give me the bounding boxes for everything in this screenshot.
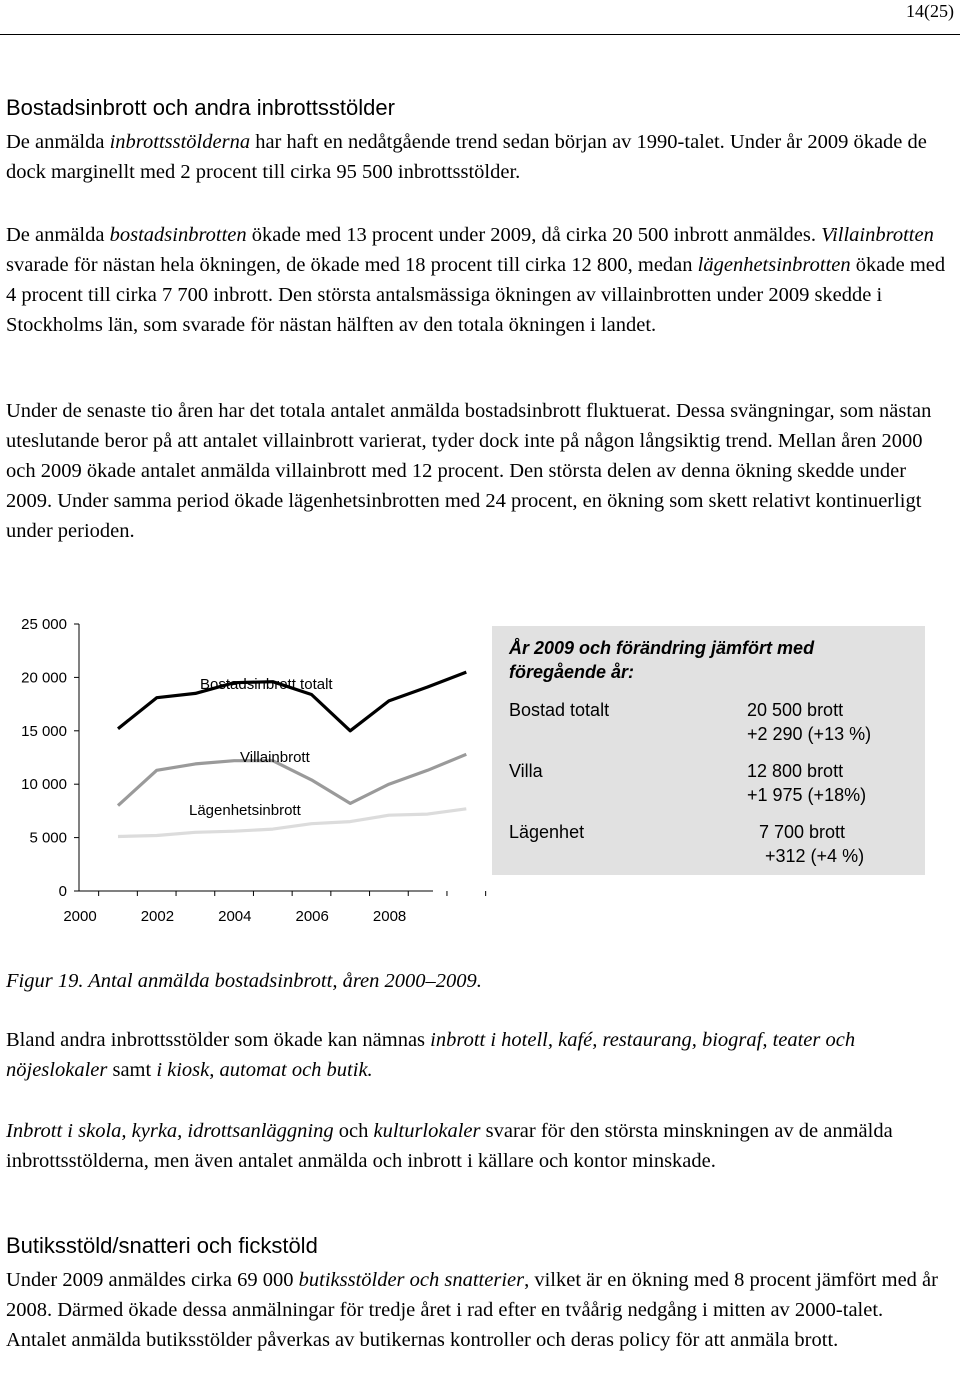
series-label-bostadsinbrott-totalt: Bostadsinbrott totalt [200, 676, 333, 693]
summary-row-value: 7 700 brott [759, 822, 846, 842]
header-rule [0, 34, 960, 35]
y-tick-label: 25 000 [21, 616, 67, 633]
summary-row-label: Bostad totalt [509, 700, 610, 720]
chart-y-ticks [21, 616, 79, 900]
summary-row-change: +2 290 (+13 %) [747, 724, 872, 744]
paragraph-skola-kyrka: Inbrott i skola, kyrka, idrottsanläggning och kulturlokaler svarar för den största minskningen av de anmälda inbrottsstölderna, men även antalet anmälda och inbrott i källare och kontor minskade. [6, 1120, 893, 1172]
summary-row-label: Villa [509, 761, 543, 781]
series-label-villainbrott: Villainbrott [240, 749, 310, 766]
x-tick-label: 2008 [372, 908, 407, 925]
series-label-lagenhetsinbrott: Lägenhetsinbrott [189, 802, 301, 819]
x-tick-label: 2002 [140, 908, 175, 925]
summary-row-change: +312 (+4 %) [765, 846, 865, 866]
summary-row-label: Lägenhet [509, 822, 585, 842]
paragraph-inbrottsstolder: De anmälda inbrottsstölderna har haft en nedåtgående trend sedan början av 1990-talet. Under år 2009 ökade de dock marginellt med 2 procent till cirka 95 500 inbrottsstölder. [6, 131, 927, 183]
summary-box [492, 626, 925, 875]
paragraph-bostadsinbrott: De anmälda bostadsinbrotten ökade med 13 procent under 2009, då cirka 20 500 inbrott anmäldes. Villainbrotten svarade för nästan hela ökningen, de ökade med 18 procent till cirka 12 800, medan lägenhetsinbrotten ökade med 4 procent till cirka 7 700 inbrott. Den största antalsmässiga ökningen av villainbrotten under 2009 skedde i Stockholms län, som svarade för nästan hälften av den totala ökningen i landet. [6, 224, 946, 336]
x-tick-label: 2006 [295, 908, 329, 925]
summary-row-value: 20 500 brott [747, 700, 844, 720]
paragraph-fluktuation: Under de senaste tio åren har det totala antalet anmälda bostadsinbrott fluktuerat. Dessa svängningar, som nästan uteslutande beror på att antalet villainbrott varierat, tyder dock inte på någon långsiktig trend. Mellan åren 2000 och 2009 ökade antalet anmälda villainbrott med 12 procent. Den största delen av denna ökning skedde under 2009. Under samma period ökade lägenhetsinbrotten med 24 procent, en ökning som skett relativt kontinuerligt under perioden. [6, 400, 932, 542]
y-tick-label: 10 000 [21, 776, 67, 794]
page-number: 14(25) [906, 1, 954, 21]
y-tick-label: 5 000 [29, 829, 67, 847]
y-tick-label: 15 000 [21, 722, 67, 740]
figure-caption: Figur 19. Antal anmälda bostadsinbrott, åren 2000–2009. [6, 970, 482, 992]
summary-row-value: 12 800 brott [747, 761, 844, 781]
paragraph-butiksstold: Under 2009 anmäldes cirka 69 000 butiksstölder och snatterier, vilket är en ökning med 8 procent jämfört med år 2008. Därmed ökade dessa anmälningar för tredje året i rad efter en tvåårig nedgång i mitten av 2000-talet. Antalet anmälda butiksstölder påverkas av butikernas kontroller och deras policy för att anmäla brott. [6, 1269, 938, 1351]
x-tick-label: 2004 [218, 908, 252, 925]
section-heading-butiksstold: Butiksstöld/snatteri och fickstöld [6, 1233, 318, 1258]
summary-box-title: År 2009 och förändring jämfört med föregående år: [509, 638, 815, 682]
summary-row-change: +1 975 (+18%) [747, 785, 867, 805]
paragraph-andra-inbrott: Bland andra inbrottsstölder som ökade kan nämnas inbrott i hotell, kafé, restaurang, biograf, teater och nöjeslokaler samt i kiosk, automat och butik. [6, 1029, 856, 1081]
section-heading-bostadsinbrott: Bostadsinbrott och andra inbrottsstölder [6, 95, 395, 120]
x-tick-label: 2000 [63, 908, 97, 925]
chart-x-ticks [63, 891, 485, 925]
y-tick-label: 0 [58, 883, 67, 900]
y-tick-label: 20 000 [21, 669, 67, 687]
line-chart-bostadsinbrott [0, 612, 440, 932]
